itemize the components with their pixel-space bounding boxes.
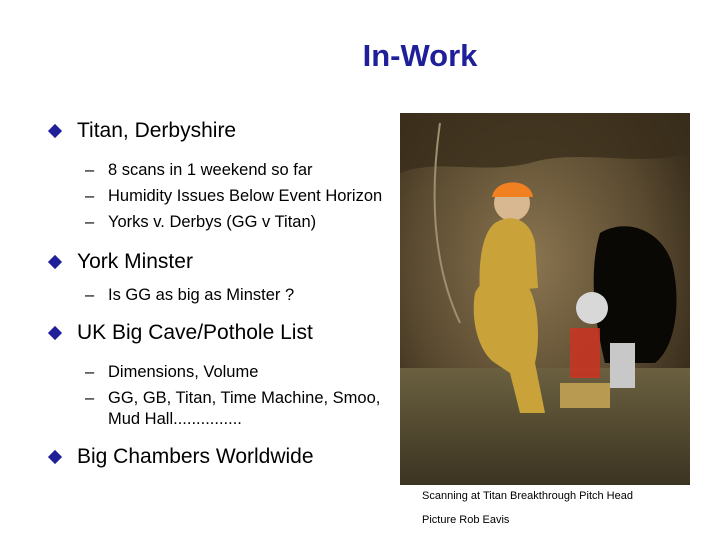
slide-title: In-Work bbox=[362, 38, 478, 73]
bullet-text: Big Chambers Worldwide bbox=[77, 445, 314, 468]
bullet-item bbox=[50, 444, 395, 470]
sub-bullet-item bbox=[50, 362, 395, 383]
sub-bullet-item bbox=[50, 388, 395, 430]
sub-bullet-text: Is GG as big as Minster ? bbox=[108, 286, 295, 304]
dash-icon: – bbox=[85, 187, 95, 205]
sub-bullet-item bbox=[50, 285, 395, 306]
dash-icon: – bbox=[85, 286, 95, 304]
sub-bullet-text: Humidity Issues Below Event Horizon bbox=[108, 187, 383, 205]
bullet-text: UK Big Cave/Pothole List bbox=[77, 321, 313, 344]
photo-caption: Scanning at Titan Breakthrough Pitch Head bbox=[422, 490, 633, 502]
cave-photo bbox=[400, 113, 690, 485]
sub-bullet-item bbox=[50, 160, 395, 181]
sub-bullet-text: 8 scans in 1 weekend so far bbox=[108, 161, 313, 179]
dash-icon: – bbox=[85, 213, 95, 231]
diamond-bullet-icon bbox=[48, 255, 62, 269]
bullet-text: York Minster bbox=[77, 250, 193, 273]
dash-icon: – bbox=[85, 161, 95, 179]
bullet-item bbox=[50, 118, 395, 144]
dash-icon: – bbox=[85, 389, 95, 407]
bullet-item bbox=[50, 249, 395, 275]
diamond-bullet-icon bbox=[48, 326, 62, 340]
bullet-item bbox=[50, 320, 395, 346]
dash-icon: – bbox=[85, 363, 95, 381]
sub-bullet-text: Dimensions, Volume bbox=[108, 363, 259, 381]
sub-bullet-item bbox=[50, 212, 395, 233]
sub-bullet-item bbox=[50, 186, 395, 207]
photo-credit: Picture Rob Eavis bbox=[422, 514, 510, 526]
bullet-text: Titan, Derbyshire bbox=[77, 119, 237, 142]
cave-photo-illustration bbox=[400, 113, 690, 485]
sub-bullet-text: GG, GB, Titan, Time Machine, Smoo, Mud Hall............... bbox=[108, 389, 381, 428]
diamond-bullet-icon bbox=[48, 124, 62, 138]
bullet-list bbox=[50, 118, 395, 480]
diamond-bullet-icon bbox=[48, 450, 62, 464]
sub-bullet-text: Yorks v. Derbys (GG v Titan) bbox=[108, 213, 317, 231]
